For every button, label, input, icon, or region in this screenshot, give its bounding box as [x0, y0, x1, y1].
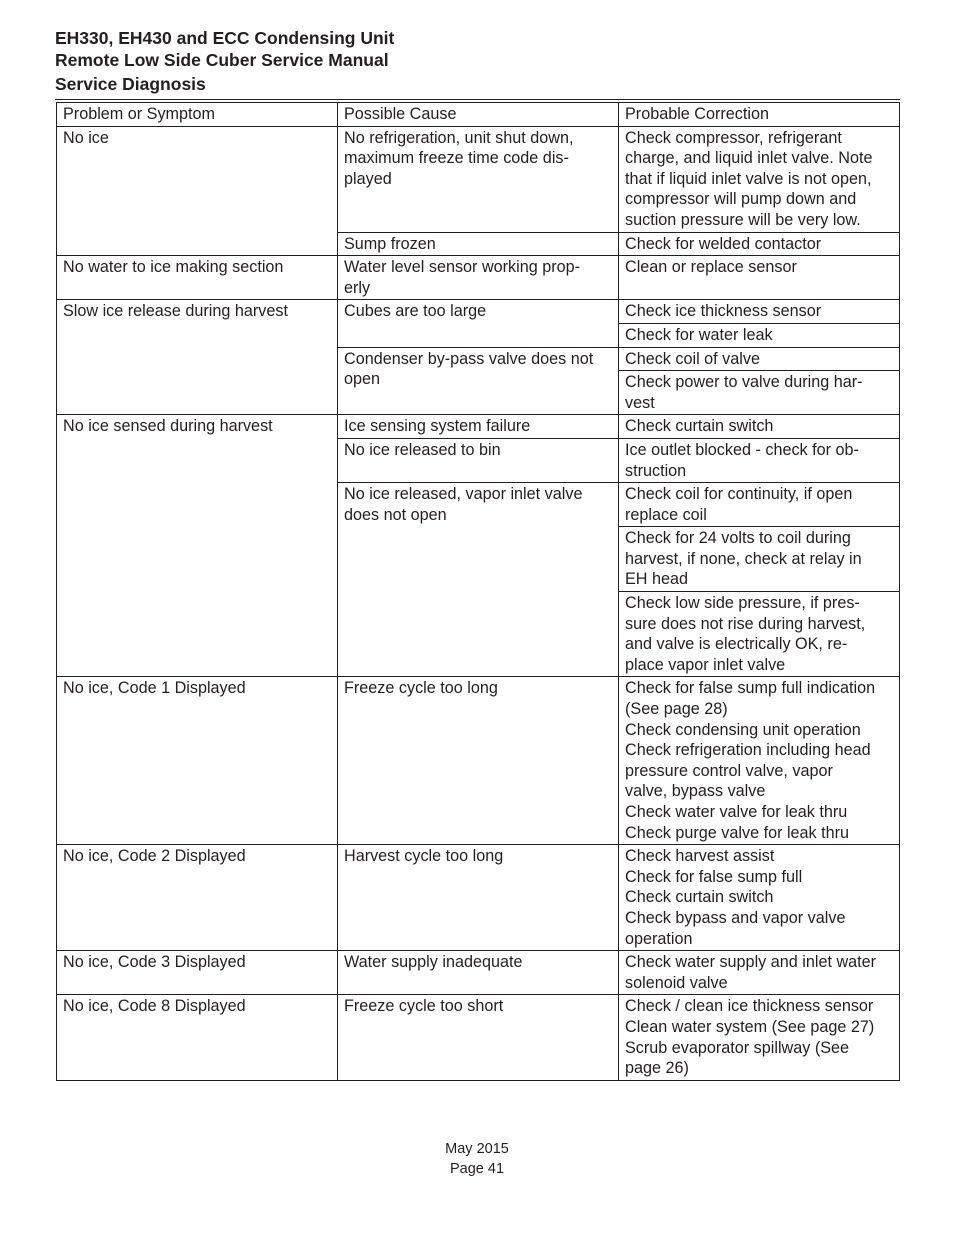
correction-cell — [619, 845, 900, 951]
cause-cell — [338, 951, 619, 995]
cause-text: Water level sensor working prop- erly — [344, 258, 581, 297]
table-row — [57, 951, 900, 995]
correction-cell — [619, 995, 900, 1080]
table-row — [57, 300, 900, 324]
problem-cell — [57, 951, 338, 995]
cause-cell — [338, 126, 619, 232]
cause-text: No ice released to bin — [344, 440, 501, 459]
correction-cell — [619, 415, 900, 439]
table-row — [57, 256, 900, 300]
correction-text: Check low side pressure, if pres- sure does not rise during harvest, and valve is electrically OK, re- place vapor inlet valve — [625, 594, 866, 674]
correction-cell — [619, 951, 900, 995]
table-body — [57, 126, 900, 1080]
correction-cell — [619, 438, 900, 482]
table-row — [57, 415, 900, 439]
cause-text: Condenser by-pass valve does not open — [344, 349, 594, 389]
correction-cell — [619, 323, 900, 347]
cause-cell — [338, 438, 619, 482]
cause-cell — [338, 300, 619, 347]
cause-text: Ice sensing system failure — [344, 417, 531, 436]
problem-cell — [57, 126, 338, 256]
problem-text: No ice sensed during harvest — [63, 417, 273, 436]
problem-cell — [57, 300, 338, 415]
correction-cell — [619, 483, 900, 527]
correction-text: Check coil of valve — [625, 349, 760, 368]
column-header-problem: Problem or Symptom — [57, 103, 338, 127]
correction-cell — [619, 371, 900, 415]
table-row — [57, 126, 900, 232]
correction-text: Check curtain switch — [625, 417, 774, 436]
correction-cell — [619, 527, 900, 592]
cause-cell — [338, 845, 619, 951]
problem-text: No ice, Code 1 Displayed — [63, 679, 246, 698]
document-header — [55, 27, 900, 95]
correction-text: Check harvest assist Check for false sump full Check curtain switch Check bypass and vapor valve operation — [625, 847, 846, 948]
correction-text: Check / clean ice thickness sensor Clean water system (See page 27) Scrub evaporator spillway (See page 26) — [625, 997, 875, 1078]
cause-text: No ice released, vapor inlet valve does not open — [344, 485, 583, 524]
correction-cell — [619, 300, 900, 324]
cause-cell — [338, 347, 619, 415]
header-divider — [55, 99, 900, 100]
cause-cell — [338, 677, 619, 845]
column-header-correction: Probable Correction — [619, 103, 900, 127]
correction-text: Check ice thickness sensor — [625, 302, 822, 321]
footer-page-number: Page 41 — [449, 1161, 505, 1177]
correction-text: Check water supply and inlet water solenoid valve — [625, 953, 877, 992]
correction-text: Clean or replace sensor — [625, 258, 797, 277]
correction-text: Check for welded contactor — [625, 234, 822, 253]
table-header-row — [57, 103, 900, 127]
problem-cell — [57, 677, 338, 845]
table-row — [57, 845, 900, 951]
correction-text: Check coil for continuity, if open replace coil — [625, 485, 853, 524]
correction-text: Check power to valve during har- vest — [625, 373, 863, 412]
correction-cell — [619, 592, 900, 677]
problem-cell — [57, 415, 338, 677]
table-row — [57, 995, 900, 1080]
correction-cell — [619, 347, 900, 371]
problem-text: No ice, Code 3 Displayed — [63, 953, 246, 972]
cause-text: Cubes are too large — [344, 302, 487, 321]
correction-cell — [619, 126, 900, 232]
problem-text: No ice, Code 2 Displayed — [63, 847, 246, 866]
problem-text: No water to ice making section — [63, 258, 284, 277]
correction-text: Ice outlet blocked - check for ob- struction — [625, 440, 859, 480]
correction-text: Check for water leak — [625, 325, 773, 344]
cause-cell — [338, 995, 619, 1080]
table-row — [57, 677, 900, 845]
cause-text: Sump frozen — [344, 234, 436, 253]
cause-text: Freeze cycle too short — [344, 997, 504, 1016]
problem-cell — [57, 995, 338, 1080]
correction-cell — [619, 232, 900, 256]
cause-cell — [338, 256, 619, 300]
section-title: Service Diagnosis — [55, 74, 206, 94]
footer-date: May 2015 — [445, 1141, 509, 1157]
correction-text: Check compressor, refrigerant charge, and liquid inlet valve. Note that if liquid inlet valve is not open, compressor will pump down and suction pressure will be very low. — [625, 128, 873, 229]
cause-text: No refrigeration, unit shut down, maximum freeze time code dis- played — [344, 128, 574, 188]
header-title-line-2: Remote Low Side Cuber Service Manual — [55, 50, 389, 70]
service-diagnosis-table — [56, 102, 900, 1081]
header-title-line-1: EH330, EH430 and ECC Condensing Unit — [55, 28, 395, 48]
correction-cell — [619, 256, 900, 300]
problem-cell — [57, 256, 338, 300]
cause-text: Harvest cycle too long — [344, 847, 504, 866]
problem-text: No ice, Code 8 Displayed — [63, 997, 246, 1016]
correction-cell — [619, 677, 900, 845]
problem-text: No ice — [63, 128, 109, 147]
cause-cell — [338, 415, 619, 439]
column-header-cause: Possible Cause — [338, 103, 619, 127]
cause-cell — [338, 483, 619, 677]
problem-text: Slow ice release during harvest — [63, 302, 288, 321]
cause-text: Freeze cycle too long — [344, 679, 498, 698]
cause-cell — [338, 232, 619, 256]
cause-text: Water supply inadequate — [344, 953, 523, 972]
correction-text: Check for 24 volts to coil during harvest, if none, check at relay in EH head — [625, 529, 862, 589]
correction-text: Check for false sump full indication (See page 28) Check condensing unit operation Check refrigeration including head pressure control valve, vapor valve, bypass valve Check water valve for leak thru Check purge valve for leak thru — [625, 679, 876, 842]
problem-cell — [57, 845, 338, 951]
